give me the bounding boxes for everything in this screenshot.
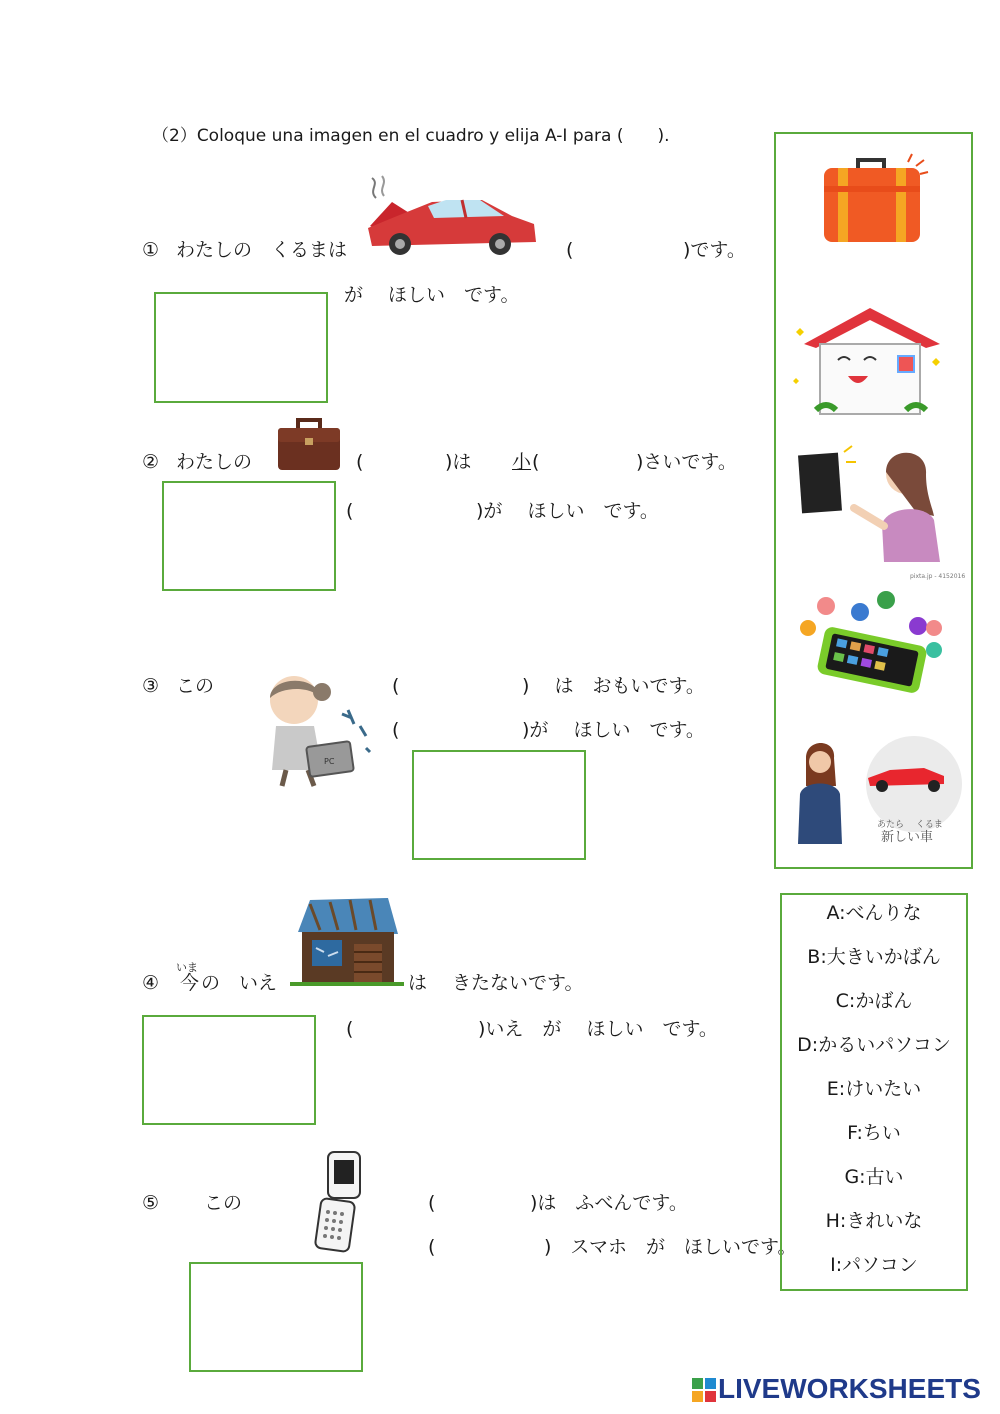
option-e: E:けいたい [826,1078,922,1100]
option-i: I:パソコン [830,1254,918,1276]
q1-image-drop-box[interactable] [154,292,328,403]
q3-answer-blank-2[interactable] [406,716,518,742]
q3-line1-text: ) は おもいです。 [522,675,705,697]
q4-image-drop-box[interactable] [142,1015,316,1125]
option-f: F:ちい [847,1122,901,1144]
q3-line2-text: )が ほしい です。 [522,719,705,741]
q4-text: の いえ [201,972,278,994]
q5-answer-blank-2[interactable] [442,1233,542,1259]
q4-line2-paren-open: ( [346,1018,354,1040]
old-house-image [290,896,404,986]
q3-line2-paren-open: ( [392,719,400,741]
woman-with-laptop-image[interactable] [798,446,966,580]
pixta-caption: pixta.jp - 4152016 [910,573,966,580]
q2-line2-text: )が ほしい です。 [476,500,659,522]
q2-answer-blank-1[interactable] [370,448,444,474]
q5-answer-blank-1[interactable] [442,1189,528,1215]
q5-image-drop-box[interactable] [189,1262,363,1372]
q5-text: この [204,1192,243,1214]
q5-line2-paren-open: ( [428,1236,436,1258]
q2-image-drop-box[interactable] [162,481,336,591]
woman-and-new-car-image[interactable] [796,734,964,854]
option-h: H:きれいな [825,1210,923,1232]
q2-text: わたしの [176,451,253,473]
q3-line1-paren-open: ( [392,675,400,697]
q2-kanji-small: 小 [512,451,532,473]
option-d: D:かるいパソコン [797,1034,951,1056]
q2-paren1-open: ( [356,451,364,473]
q1-number: ① [142,239,160,261]
q1-line2-text: が ほしい です。 [344,284,520,306]
q3-image-drop-box[interactable] [412,750,586,860]
svg-text:PC: PC [324,757,335,766]
q2-paren1-close: )は [445,451,472,473]
option-a: A:べんりな [826,902,922,924]
draggable-image-panel [774,132,973,869]
q4-line2-text: )いえ が ほしい です。 [478,1018,718,1040]
suitcase-image[interactable] [820,152,932,246]
q5-line1-text: )は ふべんです。 [530,1192,688,1214]
briefcase-image [276,416,342,472]
q1-paren-close: )です。 [683,239,746,261]
q1-answer-blank[interactable] [580,236,680,262]
q4-furigana: いま [176,961,198,974]
new-car-label: 新しい車 [881,830,934,845]
q3-number: ③ [142,675,160,697]
option-g: G:古い [844,1166,904,1188]
liveworksheets-logo-icon [692,1378,716,1402]
person-carrying-heavy-pc-image [252,670,378,788]
option-c: C:かばん [835,990,913,1012]
answer-options-panel [780,893,968,1291]
q2-answer-blank-2[interactable] [546,448,634,474]
clean-house-image[interactable] [794,308,946,416]
q2-number: ② [142,451,160,473]
smartphone-image[interactable] [800,590,950,696]
q2-line2-paren-open: ( [346,500,354,522]
q2-paren2-open: ( [532,451,540,473]
q3-text: この [176,675,215,697]
q4-text-after: は きたないです。 [408,972,584,994]
new-car-furigana: あたら くるま [877,820,943,830]
broken-car-image [362,176,540,258]
q2-answer-blank-3[interactable] [360,497,474,523]
q3-answer-blank-1[interactable] [406,672,518,698]
q5-number: ⑤ [142,1192,160,1214]
q4-number: ④ [142,972,160,994]
instruction-text: （2）Coloque una imagen en el cuadro y elija A-I para ( ). [152,126,670,146]
liveworksheets-brand: LIVEWORKSHEETS [718,1373,981,1404]
q1-paren-open: ( [566,239,574,261]
q4-answer-blank[interactable] [360,1015,474,1041]
q1-text: わたしの くるまは [176,239,348,261]
option-b: B:大きいかばん [807,946,941,968]
q4-kanji-now: 今 [180,972,200,994]
flip-phone-image [314,1150,366,1252]
q5-line1-paren-open: ( [428,1192,436,1214]
q5-line2-text: ) スマホ が ほしいです。 [544,1236,797,1258]
q2-paren2-close: )さいです。 [636,451,737,473]
